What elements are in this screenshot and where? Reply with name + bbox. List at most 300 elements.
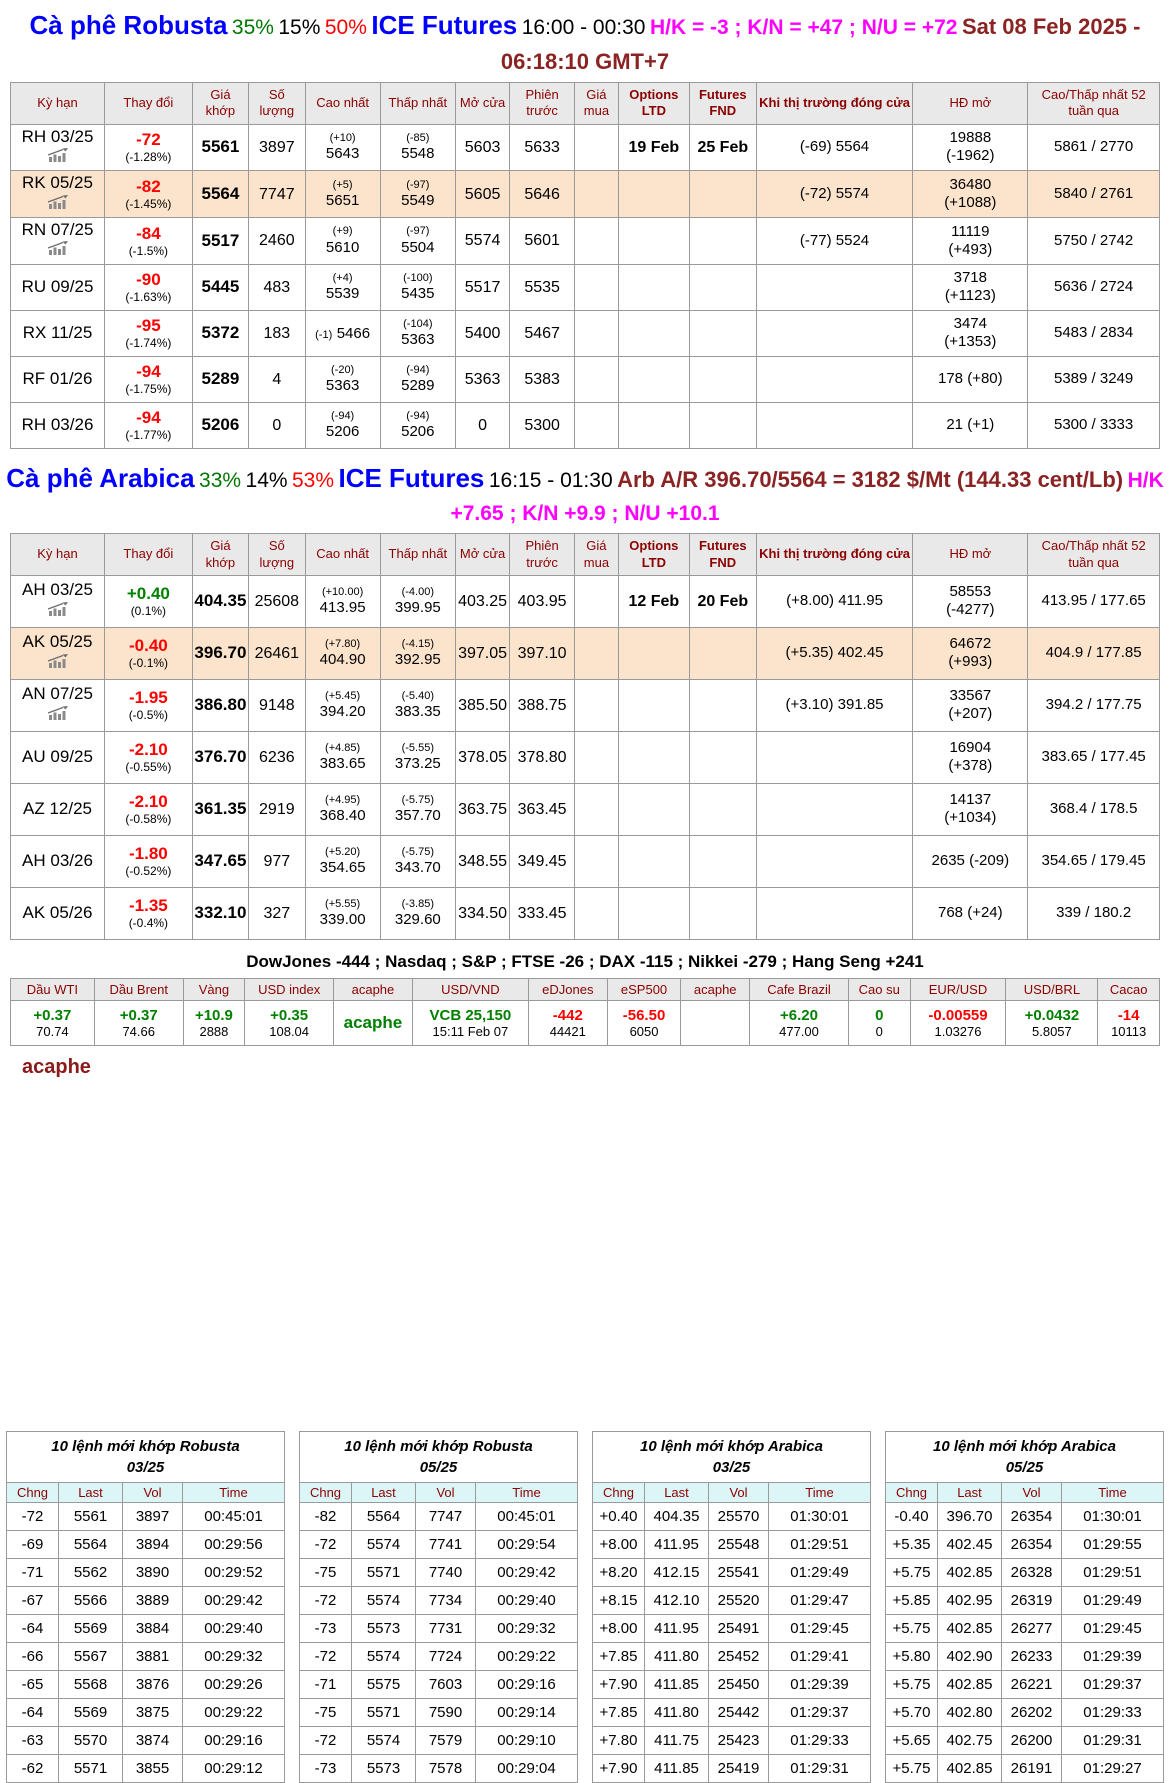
futures-row [11,171,1160,218]
arabica-exchange: ICE Futures [338,462,485,493]
open-interest-change: (-1962) [946,147,995,165]
bid-cell [574,835,618,887]
order-cell: 402.75 [938,1726,1002,1754]
order-cell: 5574 [352,1642,416,1670]
index-header: Cacao [1098,978,1160,1000]
bid-cell [574,783,618,835]
bid-cell [574,731,618,783]
index-cell [245,1000,334,1045]
order-cell: -71 [300,1670,352,1698]
options-ltd-cell [618,679,689,731]
order-cell: 01:29:39 [769,1670,871,1698]
index-value: 6050 [629,1023,659,1039]
market-close-cell [756,310,913,356]
order-cell: 5571 [352,1698,416,1726]
open-interest-cell [913,218,1028,265]
order-cell: 26221 [1002,1670,1062,1698]
order-columns-row [593,1482,871,1502]
robusta-datetime: Sat 08 Feb 2025 - 06:18:10 GMT+7 [500,14,1141,74]
change-percent: (0.1%) [130,604,167,619]
header-row [11,978,1160,1000]
column-header: Thay đổi [105,534,193,576]
high-change: (+10) [329,131,356,144]
column-header: HĐ mở [913,83,1028,125]
change-cell [105,731,193,783]
column-header: Kỳ hạn [11,83,105,125]
chart-icon[interactable] [12,706,103,726]
futures-row [11,679,1160,731]
column-header: Options LTD [618,83,689,125]
order-cell: 00:29:14 [476,1698,578,1726]
low-cell [380,783,455,835]
high-cell [305,783,380,835]
index-cell [412,1000,528,1045]
order-cell: -75 [300,1558,352,1586]
order-cell: -66 [7,1642,59,1670]
order-cell: 00:29:04 [476,1754,578,1782]
market-close-cell [756,402,913,448]
order-cell: 26277 [1002,1614,1062,1642]
order-row [300,1698,578,1726]
volume-cell: 25608 [249,575,305,627]
futures-fnd-cell: 25 Feb [689,124,756,171]
order-row [593,1642,871,1670]
order-cell: 411.85 [645,1754,709,1782]
order-title-row [593,1431,871,1482]
change-percent: (-1.75%) [125,382,172,397]
low-change: (-100) [403,271,433,284]
order-cell: 01:29:33 [1062,1698,1164,1726]
low-change: (-85) [406,131,430,144]
contract-cell [11,264,105,310]
options-ltd-cell [618,356,689,402]
order-title-row [886,1431,1164,1482]
order-column-header: Time [183,1482,285,1502]
order-row [593,1530,871,1558]
order-cell: 26319 [1002,1586,1062,1614]
high-change: (+9) [332,225,353,238]
robusta-spreads: H/K = -3 ; K/N = +47 ; N/U = +72 [649,16,958,39]
change-value: -1.80 [128,843,168,863]
order-row [886,1670,1164,1698]
market-close-cell [756,887,913,939]
order-cell: -73 [300,1754,352,1782]
order-row [300,1726,578,1754]
robusta-table-body [11,124,1160,448]
contract-label: RH 03/25 [21,126,94,146]
high-value: 368.40 [319,806,366,824]
open-interest-change: (+378) [948,757,993,775]
order-cell: +5.75 [886,1614,938,1642]
order-table [299,1431,578,1783]
order-row [593,1558,871,1586]
index-value: 15:11 Feb 07 [432,1023,509,1039]
column-header: Futures FND [689,534,756,576]
order-table-head [300,1431,578,1502]
order-column-header: Chng [7,1482,59,1502]
high-value: 413.95 [319,598,366,616]
low-cell [380,679,455,731]
low-cell [380,310,455,356]
open-interest-cell [913,835,1028,887]
low-change: (-5.75) [401,845,435,858]
order-row [7,1670,285,1698]
index-value: 1.03276 [934,1023,982,1039]
index-header: USD/BRL [1006,978,1098,1000]
change-cell [105,356,193,402]
high-cell [305,264,380,310]
order-cell: 26202 [1002,1698,1062,1726]
open-interest-cell [913,402,1028,448]
index-cell [750,1000,849,1045]
options-ltd-cell [618,402,689,448]
arabica-name: Cà phê Arabica [6,462,195,493]
change-value: -95 [136,315,161,335]
high-value: 5539 [325,284,360,302]
order-table-body [886,1502,1164,1782]
order-cell: 5571 [352,1558,416,1586]
order-cell: +5.75 [886,1670,938,1698]
order-cell: 402.85 [938,1614,1002,1642]
order-row [300,1642,578,1670]
prev-session-cell: 363.45 [510,783,575,835]
order-columns-row [7,1482,285,1502]
change-cell [105,679,193,731]
order-cell: 01:30:01 [769,1502,871,1530]
order-row [886,1642,1164,1670]
order-cell: -67 [7,1586,59,1614]
index-value: 108.04 [269,1023,310,1039]
futures-row [11,264,1160,310]
prev-session-cell: 5383 [510,356,575,402]
high-value: 339.00 [319,910,366,928]
market-close-cell: (+5.35) 402.45 [756,627,913,679]
volume-cell: 7747 [249,171,305,218]
order-row [300,1530,578,1558]
order-cell: 26328 [1002,1558,1062,1586]
change-percent: (-0.1%) [128,656,169,671]
order-column-header: Chng [300,1482,352,1502]
volume-cell: 9148 [249,679,305,731]
order-cell: -75 [300,1698,352,1726]
change-value: -1.35 [128,895,168,915]
order-row [300,1754,578,1782]
chart-icon[interactable] [12,241,103,261]
order-table-head [593,1431,871,1502]
change-percent: (-1.77%) [125,428,172,443]
index-header: EUR/USD [910,978,1006,1000]
order-cell: -64 [7,1614,59,1642]
options-ltd-cell [618,835,689,887]
order-table-body [300,1502,578,1782]
week52-cell: 5300 / 3333 [1028,402,1160,448]
order-row [886,1614,1164,1642]
order-cell: 5573 [352,1754,416,1782]
robusta-hours: 16:00 - 00:30 [521,16,646,39]
order-cell: 01:29:31 [1062,1726,1164,1754]
contract-label: RH 03/26 [21,415,94,435]
order-cell: 26200 [1002,1726,1062,1754]
order-cell: 5574 [352,1726,416,1754]
high-cell [305,575,380,627]
order-cell: 5569 [59,1614,123,1642]
open-interest-cell [913,783,1028,835]
column-header: Options LTD [618,534,689,576]
order-cell: 01:29:37 [769,1698,871,1726]
order-cell: 5566 [59,1586,123,1614]
low-change: (-5.55) [401,741,435,754]
bid-cell [574,402,618,448]
market-close-cell [756,264,913,310]
order-column-header: Chng [886,1482,938,1502]
world-indices-line: DowJones -444 ; Nasdaq ; S&P ; FTSE -26 ; DAX -115 ; Nikkei -279 ; Hang Seng +241 [246,951,924,971]
order-cell: 5575 [352,1670,416,1698]
order-cell: 25450 [709,1670,769,1698]
index-change: -0.00559 [928,1006,988,1024]
low-change: (-94) [406,363,430,376]
order-cell: 26354 [1002,1502,1062,1530]
low-cell [380,356,455,402]
change-value: -2.10 [128,791,168,811]
last-price-cell: 332.10 [192,887,248,939]
change-percent: (-1.45%) [125,197,172,212]
order-table-body [7,1502,285,1782]
index-change: +0.37 [33,1006,72,1024]
high-cell [305,356,380,402]
chart-icon[interactable] [12,148,103,168]
week52-cell: 354.65 / 179.45 [1028,835,1160,887]
order-title-row [7,1431,285,1482]
index-brand-label: acaphe [343,1012,403,1032]
high-cell [305,731,380,783]
order-row [593,1726,871,1754]
order-cell: 5570 [59,1726,123,1754]
index-value: 0 [875,1023,883,1039]
order-cell: 25423 [709,1726,769,1754]
open-cell: 363.75 [455,783,509,835]
low-change: (-104) [403,317,433,330]
change-value: -84 [136,223,161,243]
open-cell: 5517 [455,264,509,310]
low-cell [380,627,455,679]
chart-icon[interactable] [12,195,103,215]
order-cell: -0.40 [886,1502,938,1530]
order-cell: +8.00 [593,1530,645,1558]
open-cell: 334.50 [455,887,509,939]
order-cell: 01:29:51 [1062,1558,1164,1586]
column-header: Thay đổi [105,83,193,125]
order-cell: 7590 [416,1698,476,1726]
futures-fnd-cell [689,402,756,448]
high-change: (+5) [332,178,353,191]
market-close-cell [756,356,913,402]
contract-label: AH 03/26 [22,851,93,871]
order-row [7,1754,285,1782]
week52-cell: 5861 / 2770 [1028,124,1160,171]
change-percent: (-0.4%) [128,916,169,931]
order-cell: -72 [300,1530,352,1558]
contract-label: AZ 12/25 [23,799,92,819]
order-cell: 01:29:27 [1062,1754,1164,1782]
column-header: Phiên trước [510,534,575,576]
order-cell: -62 [7,1754,59,1782]
last-price-cell: 5564 [192,171,248,218]
contract-cell [11,731,105,783]
change-cell [105,310,193,356]
open-cell: 5603 [455,124,509,171]
order-cell: 01:29:31 [769,1754,871,1782]
order-cell: 411.80 [645,1698,709,1726]
index-change: +6.20 [780,1006,818,1024]
bid-cell [574,575,618,627]
futures-row [11,124,1160,171]
open-interest-value: 36480 [949,176,992,194]
order-row [7,1586,285,1614]
order-cell: 5564 [59,1530,123,1558]
high-change: (+10.00) [321,585,364,598]
order-columns-row [886,1482,1164,1502]
open-interest-value: 58553 [949,583,992,601]
order-cell: 01:29:47 [769,1586,871,1614]
open-interest-value: 768 (+24) [938,904,1003,922]
futures-row [11,627,1160,679]
low-cell [380,264,455,310]
order-title-contract: 03/25 [712,1458,751,1476]
index-cell [11,1000,95,1045]
change-value: -82 [136,176,161,196]
order-title-text: 10 lệnh mới khớp Robusta [344,1437,533,1455]
column-header: Kỳ hạn [11,534,105,576]
order-cell: -72 [300,1586,352,1614]
order-column-header: Last [938,1482,1002,1502]
order-cell: 5564 [352,1502,416,1530]
index-value: 10113 [1111,1023,1147,1039]
order-title-contract: 05/25 [419,1458,458,1476]
high-cell [305,887,380,939]
volume-cell: 6236 [249,731,305,783]
low-change: (-5.75) [401,793,435,806]
week52-cell: 5636 / 2724 [1028,264,1160,310]
column-header: Giá khớp [192,534,248,576]
order-cell: 3894 [123,1530,183,1558]
order-cell: 00:29:42 [476,1558,578,1586]
low-change: (-97) [406,225,430,238]
open-interest-cell [913,679,1028,731]
order-row [593,1614,871,1642]
high-change: (+4) [332,271,353,284]
index-value: 74.66 [122,1023,155,1039]
order-cell: 7603 [416,1670,476,1698]
index-header: acaphe [681,978,750,1000]
open-interest-cell [913,124,1028,171]
change-cell [105,887,193,939]
order-cell: 7579 [416,1726,476,1754]
order-table-title [886,1431,1164,1482]
change-value: -90 [136,269,161,289]
high-value: 394.20 [319,702,366,720]
volume-cell: 183 [249,310,305,356]
change-value: -0.40 [128,635,168,655]
index-change: -14 [1117,1006,1140,1024]
last-price-cell: 5289 [192,356,248,402]
order-row [300,1586,578,1614]
order-cell: 00:29:40 [476,1586,578,1614]
order-title-contract: 03/25 [126,1458,165,1476]
order-cell: -69 [7,1530,59,1558]
contract-label: AH 03/25 [22,580,93,600]
order-cell: 3890 [123,1558,183,1586]
order-cell: 3889 [123,1586,183,1614]
change-cell [105,171,193,218]
low-change: (-3.85) [401,897,435,910]
low-cell [380,402,455,448]
order-cell: 3875 [123,1698,183,1726]
futures-row [11,835,1160,887]
header-row [11,534,1160,576]
market-close-cell: (+3.10) 391.85 [756,679,913,731]
market-close-cell: (-77) 5524 [756,218,913,265]
options-ltd-cell [618,783,689,835]
order-column-header: Vol [416,1482,476,1502]
order-cell: 7734 [416,1586,476,1614]
contract-cell [11,124,105,171]
order-row [886,1558,1164,1586]
volume-cell: 4 [249,356,305,402]
index-change: +10.9 [194,1006,233,1024]
order-columns-row [300,1482,578,1502]
order-cell: 3874 [123,1726,183,1754]
robusta-table [10,82,1160,449]
last-price-cell: 5206 [192,402,248,448]
futures-row [11,356,1160,402]
index-cell [1098,1000,1160,1045]
change-percent: (-0.58%) [125,812,172,827]
change-percent: (-1.5%) [128,243,169,258]
futures-fnd-cell [689,731,756,783]
order-cell: 5562 [59,1558,123,1586]
order-column-header: Time [769,1482,871,1502]
order-cell: 00:45:01 [183,1502,285,1530]
order-cell: -63 [7,1726,59,1754]
chart-icon[interactable] [12,602,103,622]
contract-label: AK 05/25 [22,632,93,652]
order-cell: +7.90 [593,1754,645,1782]
order-cell: 5568 [59,1670,123,1698]
chart-icon[interactable] [12,654,103,674]
order-cell: 3884 [123,1614,183,1642]
index-header: Cafe Brazil [750,978,849,1000]
high-value: 5643 [325,144,360,162]
order-row [300,1670,578,1698]
order-table-head [886,1431,1164,1502]
high-change: (+4.85) [325,741,361,754]
column-header: Cao nhất [305,534,380,576]
open-interest-value: 16904 [949,739,992,757]
index-cell [607,1000,681,1045]
arabica-pct-black: 14% [245,468,288,492]
arabica-pct-green: 33% [199,468,242,492]
index-change: -442 [552,1006,583,1024]
open-interest-value: 11119 [951,222,990,240]
index-header: eSP500 [607,978,681,1000]
open-interest-cell [913,627,1028,679]
high-value: 5651 [325,191,360,209]
order-title-row [300,1431,578,1482]
low-value: 399.95 [394,598,441,616]
futures-row [11,402,1160,448]
futures-row [11,783,1160,835]
order-row [886,1754,1164,1782]
